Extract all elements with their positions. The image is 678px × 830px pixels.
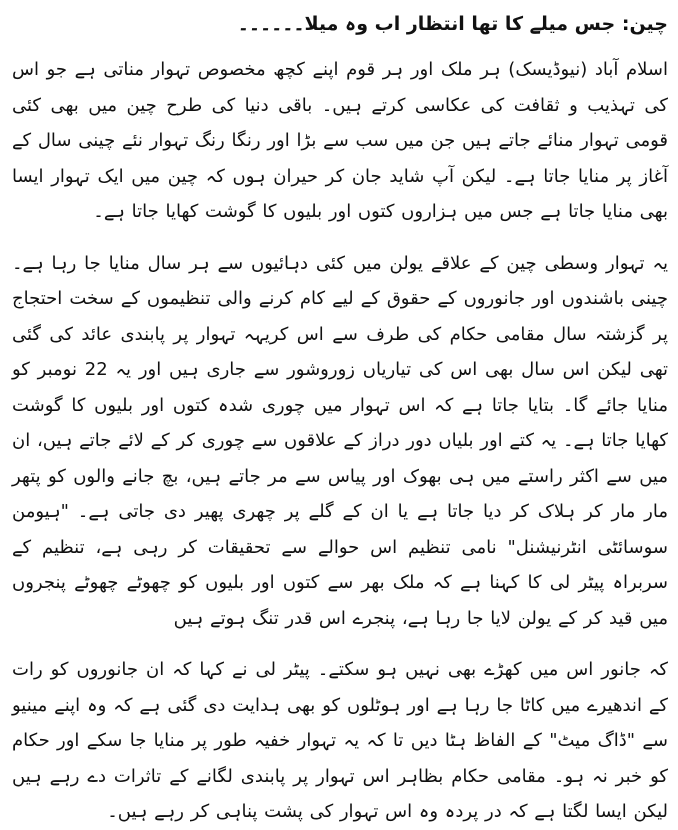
article bbox=[12, 10, 668, 830]
article-paragraph-1: اسلام آباد (نیوڈیسک) ہر ملک اور ہر قوم اپنے کچھ مخصوص تہوار مناتی ہے جو اس کی تہذیب و ثقافت کی عکاسی کرتے ہیں۔ باقی دنیا کی طرح چین میں بھی کئی قومی تہوار منائے جاتے ہیں جن میں سب سے بڑا اور رنگا رنگ تہوار نئے چینی سال کے آغاز پر منایا جاتا ہے۔ لیکن آپ شاید جان کر حیران ہوں کہ چین میں ایک تہوار ایسا بھی منایا جاتا ہے جس میں ہزاروں کتوں اور بلیوں کا گوشت کھایا جاتا ہے۔ bbox=[12, 59, 668, 222]
article-title: چین: جس میلے کا تھا انتظار اب وہ میلا۔۔۔۔۔۔ bbox=[237, 13, 668, 35]
article-paragraph-2: یہ تہوار وسطی چین کے علاقے یولن میں کئی دہائیوں سے ہر سال منایا جا رہا ہے۔ چینی باشندوں اور جانوروں کے حقوق کے لیے کام کرنے والی تنظیموں کے سخت احتجاج پر گزشتہ سال مقامی حکام کی طرف سے اس کریہہ تہوار پر پابندی عائد کی گئی تھی لیکن اس سال بھی اس کی تیاریاں زوروشور سے جاری ہیں اور یہ 22 نومبر کو منایا جائے گا۔ بتایا جاتا ہے کہ اس تہوار میں چوری شدہ کتوں اور بلیوں کا گوشت کھایا جاتا ہے۔ یہ کتے اور بلیاں دور دراز کے علاقوں سے چوری کر کے لائے جاتے ہیں، ان میں سے اکثر راستے میں ہی بھوک اور پیاس سے مر جاتے ہیں، بچ جانے والوں کو پتھر مار مار کر ہلاک کر دیا جاتا ہے یا ان کے گلے پر چھری پھیر دی جاتی ہے۔ "ہیومن سوسائٹی انٹرنیشنل" نامی تنظیم اس حوالے سے تحقیقات کر رہی ہے، تنظیم کے سربراہ پیٹر لی کا کہنا ہے کہ ملک بھر سے کتوں اور بلیوں کو چھوٹے چھوٹے پنجروں میں قید کر کے یولن لایا جا رہا ہے، پنجرے اس قدر تنگ ہوتے ہیں bbox=[12, 252, 669, 629]
article-paragraph-3: کہ جانور اس میں کھڑے بھی نہیں ہو سکتے۔ پیٹر لی نے کہا کہ ان جانوروں کو رات کے اندھیرے میں کاٹا جا رہا ہے اور ہوٹلوں کو بھی ہدایت دی گئی ہے کہ وہ اپنے مینیو سے "ڈاگ میٹ" کے الفاظ ہٹا دیں تا کہ یہ تہوار خفیہ طور پر منایا جا سکے اور حکام کو خبر نہ ہو۔ مقامی حکام بظاہر اس تہوار پر پابندی لگانے کے تاثرات دے رہے ہیں لیکن ایسا لگتا ہے کہ در پردہ وہ اس تہوار کی پشت پناہی کر رہے ہیں۔ bbox=[12, 659, 668, 822]
